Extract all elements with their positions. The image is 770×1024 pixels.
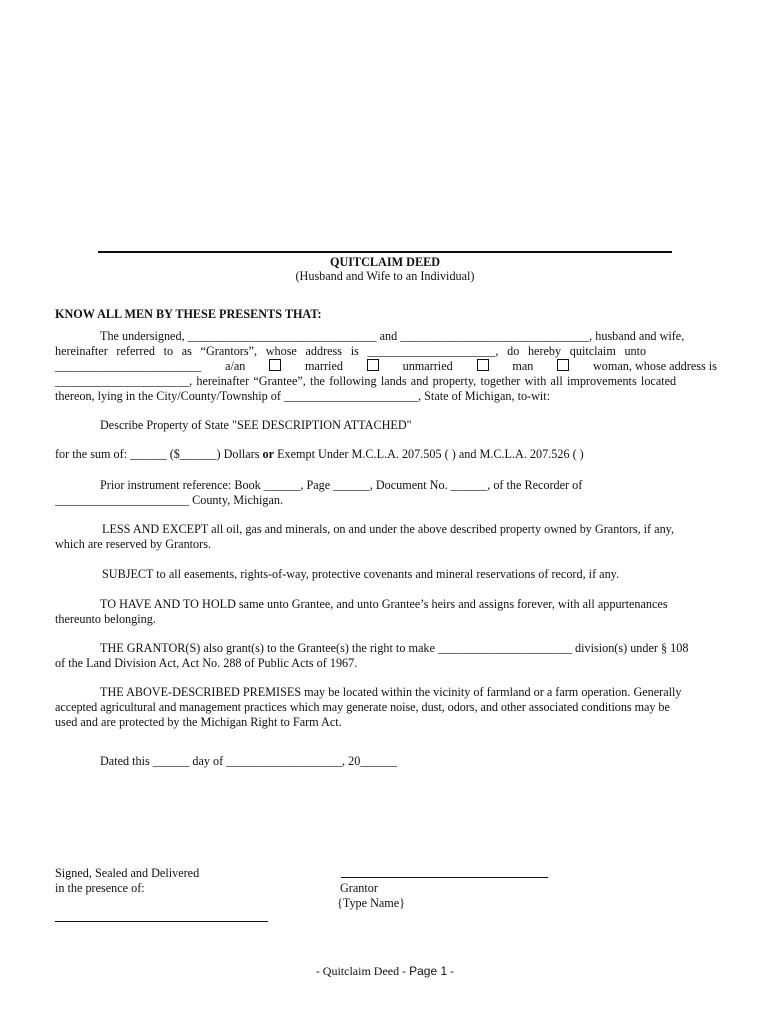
less-except-line2: which are reserved by Grantors. <box>55 537 212 551</box>
prior-instrument-line2: ______________________ County, Michigan. <box>55 493 284 507</box>
checkbox-man[interactable] <box>477 359 489 371</box>
sum-line <box>55 447 717 462</box>
para1-line3 <box>55 359 717 374</box>
signed-sealed-line1: Signed, Sealed and Delivered <box>55 866 200 880</box>
para1-line4: ______________________, hereinafter “Grantee”, the following lands and property, together with all improvements located <box>55 374 677 388</box>
para1-line5: thereon, lying in the City/County/Township of ______________________, State of Michigan, to-wit: <box>55 389 551 403</box>
document-subtitle: (Husband and Wife to an Individual) <box>295 269 475 283</box>
above-described-line3: used and are protected by the Michigan Right to Farm Act. <box>55 715 342 729</box>
checkbox-married[interactable] <box>269 359 281 371</box>
grantor-label: Grantor <box>340 881 378 895</box>
subject-line: SUBJECT to all easements, rights-of-way, protective covenants and mineral reservations of record, if any. <box>102 567 620 581</box>
page-footer <box>0 964 770 979</box>
describe-property: Describe Property of State "SEE DESCRIPTION ATTACHED" <box>100 418 412 432</box>
checkbox-unmarried[interactable] <box>367 359 379 371</box>
above-described-line1: THE ABOVE-DESCRIBED PREMISES may be located within the vicinity of farmland or a farm operation. Generally <box>100 685 682 699</box>
footer-page-number: Page 1 <box>409 964 448 978</box>
document-title: QUITCLAIM DEED <box>329 255 441 269</box>
married-label: married <box>305 359 343 373</box>
checkbox-woman[interactable] <box>557 359 569 371</box>
grantor-grants-line1: THE GRANTOR(S) also grant(s) to the Grantee(s) the right to make ______________________ division(s) under § 108 <box>100 641 689 655</box>
dated-line: Dated this ______ day of ___________________, 20______ <box>100 754 397 768</box>
know-all-men-heading: KNOW ALL MEN BY THESE PRESENTS THAT: <box>55 307 322 321</box>
unmarried-label: unmarried <box>402 359 453 373</box>
to-have-line1: TO HAVE AND TO HOLD same unto Grantee, and unto Grantee’s heirs and assigns forever, with all appurtenances <box>100 597 668 611</box>
sum-or: or <box>262 447 275 461</box>
prior-instrument-line1: Prior instrument reference: Book ______, Page ______, Document No. ______, of the Recorder of <box>100 478 583 492</box>
witness-signature-line[interactable] <box>55 921 268 922</box>
footer-right: - <box>447 964 455 978</box>
para1-line2: hereinafter referred to as “Grantors”, whose address is _____________________, do hereby quitclaim unto <box>55 344 647 358</box>
para1-line1: The undersigned, _______________________________ and _______________________________, husband and wife, <box>100 329 685 343</box>
aan-label: a/an <box>225 359 246 373</box>
grantee-name-blank: ________________________ <box>55 359 202 373</box>
man-label: man <box>512 359 534 373</box>
less-except-line1: LESS AND EXCEPT all oil, gas and minerals, on and under the above described property owned by Grantors, if any, <box>102 522 675 536</box>
sum-post: Exempt Under M.C.L.A. 207.505 ( ) and M.C.L.A. 207.526 ( ) <box>274 447 584 461</box>
to-have-line2: thereunto belonging. <box>55 612 156 626</box>
grantor-signature-line[interactable] <box>341 877 548 878</box>
grantor-grants-line2: of the Land Division Act, Act No. 288 of Public Acts of 1967. <box>55 656 358 670</box>
above-described-line2: accepted agricultural and management practices which may generate noise, dust, odors, and other associated conditions may be <box>55 700 670 714</box>
top-rule <box>98 251 672 253</box>
type-name-label: {Type Name} <box>337 896 406 910</box>
signed-sealed-line2: in the presence of: <box>55 881 145 895</box>
sum-pre: for the sum of: ______ ($______) Dollars <box>55 447 263 461</box>
woman-label: woman, whose address is <box>593 359 717 373</box>
footer-left: - Quitclaim Deed - <box>315 964 410 978</box>
